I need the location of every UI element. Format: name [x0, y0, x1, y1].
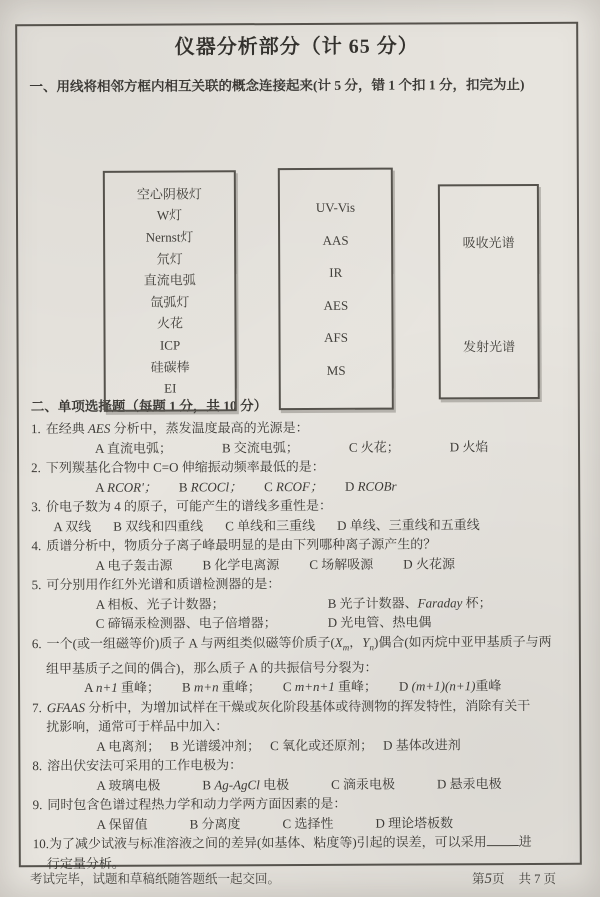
total-pages: 共 7 页 — [518, 872, 556, 886]
option-d: D 光电管、热电偶 — [327, 614, 432, 630]
question-7-options — [32, 734, 567, 756]
exam-border-frame — [15, 22, 582, 871]
source-item: 硅碳棒 — [150, 359, 190, 375]
page-indicator: 第5页 共 7 页 — [471, 871, 556, 887]
method-item: AFS — [324, 329, 348, 345]
option-d: D 火花源 — [403, 555, 455, 572]
question-5-stem: 5. 可分别用作红外光谱和质谱检测器的是： — [32, 573, 567, 595]
question-3-options — [31, 514, 566, 536]
footer-instruction: 考试完毕，试题和草稿纸随答题纸一起交回。 — [30, 872, 281, 886]
option-b: B 光谱缓冲剂； — [170, 737, 261, 754]
option-b: B m+n 重峰； — [181, 679, 261, 695]
question-10-stem-line-1: 10. 为了减少试液与标准溶液之间的差异(如基体、粘度等)引起的误差，可以采用 进 — [33, 832, 568, 854]
option-a: A n+1 重峰； — [84, 679, 161, 696]
option-c: C 氧化或还原剂； — [270, 737, 374, 753]
source-item: Nernst灯 — [145, 229, 194, 245]
option-d: D 火焰 — [449, 438, 489, 454]
method-item: UV-Vis — [315, 200, 356, 216]
option-c: C 场解吸源 — [309, 556, 374, 572]
spectrum-item: 吸收光谱 — [462, 235, 515, 251]
method-item: AAS — [322, 232, 349, 248]
option-d: D 悬汞电极 — [436, 775, 502, 791]
option-c: C RCOF； — [264, 478, 323, 494]
source-item: 氙弧灯 — [150, 294, 190, 310]
question-3-stem: 3. 价电子数为 4 的原子，可能产生的谱线多重性是： — [31, 495, 566, 517]
question-2-stem: 2. 下列羰基化合物中 C=O 伸缩振动频率最低的是： — [31, 456, 566, 478]
question-1-options — [31, 436, 566, 458]
question-6-options — [32, 676, 567, 698]
question-number: 7. — [32, 699, 42, 715]
page-title: 仪器分析部分（计 65 分） — [174, 35, 419, 59]
option-a: A 保留值 — [96, 816, 148, 832]
option-d: D RCOBr — [344, 478, 397, 494]
option-b: B 光子计数器、Faraday 杯； — [327, 594, 492, 611]
option-c: C 选择性 — [282, 815, 334, 831]
page-footer — [0, 869, 600, 887]
option-a: A RCOR'； — [95, 479, 157, 495]
option-b: B 双线和四重线 — [113, 517, 204, 534]
question-2-options — [31, 475, 566, 497]
question-6-stem-line-2: 组甲基质子之间的偶合)，那么质子 A 的共振信号分裂为： — [45, 659, 378, 676]
question-1-stem: 1. 在经典 AES 分析中，蒸发温度最高的光源是： — [31, 417, 566, 439]
option-a: A 电离剂； — [96, 738, 161, 754]
question-9-stem: 9. 同时包含色谱过程热力学和动力学两方面因素的是： — [33, 793, 568, 815]
option-b: B 交流电弧； — [221, 439, 299, 455]
question-number: 3. — [31, 499, 42, 515]
question-5-options-row-1 — [32, 592, 567, 614]
question-8-stem: 8. 溶出伏安法可采用的工作电极为： — [32, 754, 567, 776]
question-number: 9. — [32, 797, 43, 813]
methods-box — [278, 168, 394, 410]
option-c: C 火花； — [348, 439, 400, 455]
option-c: C m+n+1 重峰； — [282, 678, 378, 695]
answer-blank — [487, 833, 519, 846]
question-6-stem-line-1: 6. 一个(或一组磁等价)质子 A 与两组类似磁等价质子($X_m$，$Y_n$)偶合(如丙烷中亚甲基质子与两 — [32, 631, 567, 658]
question-number: 10. — [32, 836, 50, 852]
option-d: D (m+1)(n+1)重峰 — [398, 678, 502, 694]
source-item: 直流电弧 — [143, 272, 196, 288]
question-4-options — [31, 553, 566, 575]
option-a: A 相板、光子计数器； — [95, 595, 225, 612]
method-item: MS — [326, 362, 346, 378]
question-number: 5. — [31, 577, 42, 593]
source-item: W灯 — [156, 207, 183, 223]
source-item: ICP — [159, 337, 181, 353]
question-number: 6. — [31, 635, 42, 651]
question-5-options-row-2 — [32, 612, 567, 634]
option-b: B 分离度 — [189, 815, 241, 832]
source-item: 火花 — [156, 315, 184, 331]
source-item: EI — [164, 380, 177, 396]
option-d: D 理论塔板数 — [375, 814, 454, 831]
option-a: A 直流电弧； — [94, 440, 172, 456]
spectrum-item: 发射光谱 — [463, 339, 516, 355]
option-c: C 滴汞电极 — [331, 776, 396, 792]
option-b: B Ag-AgCl 电极 — [202, 776, 290, 793]
source-item: 空心阴极灯 — [136, 186, 202, 202]
question-number: 8. — [32, 758, 43, 774]
question-7-stem-line-1: 7. GFAAS 分析中，为增加试样在干燥或灰化阶段基体或待测物的挥发特性，消除有关干 — [32, 695, 567, 717]
method-item: IR — [329, 265, 343, 281]
option-b: B RCOCl； — [178, 478, 243, 495]
section-1-heading: 一、用线将相邻方框内相互关联的概念连接起来(计 5 分，错 1 个扣 1 分，扣完为止) — [29, 77, 525, 95]
question-number: 4. — [31, 538, 42, 554]
option-b: B 化学电离源 — [202, 556, 280, 572]
light-sources-box — [103, 170, 237, 412]
question-list — [31, 417, 568, 873]
question-8-options — [32, 773, 567, 795]
question-9-options — [33, 812, 568, 834]
option-a: A 双线 — [53, 518, 92, 534]
question-7-stem-line-2: 扰影响，通常可于样品中加入： — [46, 718, 229, 735]
current-page-number: 5 — [484, 871, 492, 887]
question-number: 2. — [31, 460, 41, 476]
option-a: A 电子轰击源 — [95, 557, 173, 573]
matching-diagram — [29, 95, 565, 397]
option-a: A 玻璃电极 — [96, 777, 161, 793]
section-2-heading: 二、单项选择题（每题 1 分，共 10 分） — [30, 398, 268, 415]
option-c: C 单线和三重线 — [225, 517, 316, 533]
option-d: D 基体改进剂 — [383, 736, 461, 753]
source-item: 氘灯 — [156, 251, 183, 267]
question-10-stem-line-2: 行定量分析。 — [46, 855, 125, 871]
option-c: C 碲镉汞检测器、电子倍增器； — [95, 615, 277, 631]
spectra-box — [438, 184, 540, 399]
option-d: D 单线、三重线和五重线 — [337, 516, 480, 533]
question-number: 1. — [30, 421, 41, 437]
question-4-stem: 4. 质谱分析中，物质分子离子峰最明显的是由下列哪种离子源产生的？ — [31, 534, 566, 556]
method-item: AES — [323, 297, 349, 313]
